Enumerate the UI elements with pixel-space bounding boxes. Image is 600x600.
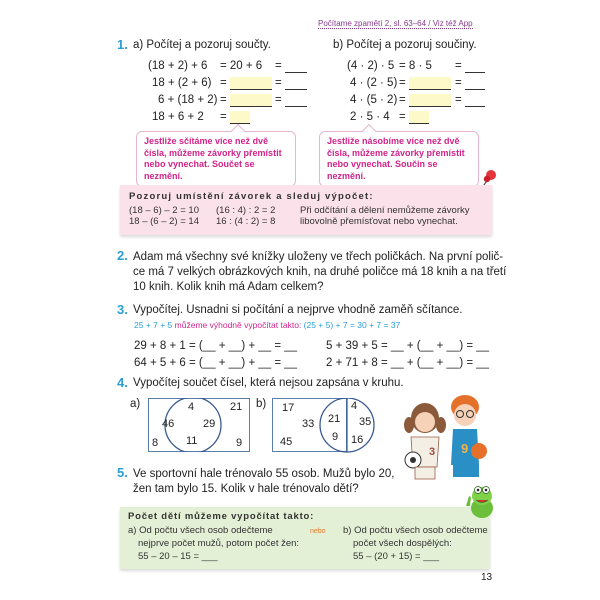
venn-number: 45 xyxy=(280,436,293,448)
box-line: 16 : (4 : 2) = 8 xyxy=(216,216,276,227)
answer-field[interactable] xyxy=(409,77,451,90)
answer-blank[interactable] xyxy=(465,79,485,90)
venn-number: 46 xyxy=(162,418,175,430)
exercise-1b-title: b) Počítej a pozoruj součiny. xyxy=(333,39,477,51)
equation[interactable]: 64 + 5 + 6 = (__ + __) + __ = __ xyxy=(134,357,298,369)
method-b xyxy=(343,524,488,563)
method-line: počet všech dospělých: xyxy=(353,538,452,549)
frog-mascot-icon xyxy=(460,482,500,520)
text-line: Ve sportovní hale trénovalo 55 osob. Mužů bylo 20, xyxy=(133,468,395,480)
exercise-2-number: 2. xyxy=(117,248,128,263)
answer-field[interactable] xyxy=(409,111,429,124)
sum-rule-note: Jestliže sčítáme více než dvě čísla, můžeme závorky přemístit nebo vynechat. Součet se nezmění. xyxy=(136,131,296,187)
venn-number: 8 xyxy=(152,437,159,449)
answer-blank[interactable] xyxy=(465,62,485,73)
exercise-3-right xyxy=(326,338,489,372)
expr: (4 · 2) · 5 xyxy=(347,60,395,72)
expr: 2 · 5 · 4 xyxy=(350,111,390,123)
mid: = xyxy=(220,77,227,89)
end: = xyxy=(275,60,282,72)
end: = xyxy=(275,77,282,89)
method-line[interactable]: 55 – 20 – 15 = ___ xyxy=(138,551,218,562)
venn-number: 21 xyxy=(328,413,341,425)
mid: = xyxy=(220,94,227,106)
end: = xyxy=(455,60,462,72)
exercise-1a-title: a) Počítej a pozoruj součty. xyxy=(133,39,271,51)
venn-number: 4 xyxy=(188,401,195,413)
exercise-3-text: Vypočítej. Usnadni si počítání a nejprve vhodně zaměň sčítance. xyxy=(133,304,463,316)
equation[interactable]: 2 + 71 + 8 = __ + (__ + __) = __ xyxy=(326,357,490,369)
mid: = 8 · 5 xyxy=(399,60,432,72)
hint-text: můžeme výhodně vypočítat takto: xyxy=(172,320,304,330)
answer-blank[interactable] xyxy=(285,96,307,107)
text-line: ce má 7 velkých obrázkových knih, na druhé poličce má 18 knih a na třetí xyxy=(133,266,507,278)
product-rule-note: Jestliže násobíme více než dvě čísla, můžeme závorky přemístit nebo vynechat. Součin se nezmění. xyxy=(319,131,479,187)
end: = xyxy=(455,94,462,106)
box-col1 xyxy=(129,205,199,227)
mid: = xyxy=(399,77,406,89)
method-a xyxy=(128,524,299,563)
hint-result: (25 + 5) + 7 = 30 + 7 = 37 xyxy=(303,320,401,330)
parentheses-box xyxy=(120,185,492,235)
svg-text:9: 9 xyxy=(461,441,469,456)
method-line: a) Od počtu všech osob odečteme xyxy=(128,525,273,536)
venn-b-label: b) xyxy=(256,398,267,410)
mid: = xyxy=(220,111,227,123)
venn-number: 11 xyxy=(186,435,198,447)
exercise-5-text xyxy=(133,467,394,497)
venn-number: 21 xyxy=(230,401,243,413)
mid: = xyxy=(399,111,406,123)
venn-number: 16 xyxy=(351,434,364,446)
end: = xyxy=(275,94,282,106)
exercise-1b-rows xyxy=(347,60,507,128)
answer-blank[interactable] xyxy=(465,96,485,107)
venn-number: 9 xyxy=(332,431,339,443)
method-line: nejprve počet mužů, potom počet žen: xyxy=(138,538,300,549)
exercise-4-number: 4. xyxy=(117,375,128,390)
expr: (18 + 2) + 6 xyxy=(148,60,208,72)
hint-expression: 25 + 7 + 5 xyxy=(134,320,173,330)
venn-number: 35 xyxy=(359,416,372,428)
answer-field[interactable] xyxy=(409,94,451,107)
end: = xyxy=(455,77,462,89)
exercise-3-hint xyxy=(134,320,400,330)
text-line: 10 knih. Kolik knih má Adam celkem? xyxy=(133,281,324,293)
exercise-4-text: Vypočítej součet čísel, která nejsou zapsána v kruhu. xyxy=(133,377,404,389)
venn-number: 33 xyxy=(302,418,315,430)
exercise-3-left xyxy=(134,338,297,372)
box-line: libovolně přemísťovat nebo vynechat. xyxy=(300,216,458,227)
expr: 4 · (2 · 5) xyxy=(350,77,398,89)
box-title: Počet dětí můžeme vypočítat takto: xyxy=(128,511,315,522)
expr: 18 + 6 + 2 xyxy=(152,111,204,123)
exercise-2-text xyxy=(133,250,506,295)
text-line: žen tam bylo 15. Kolik v hale trénovalo dětí? xyxy=(133,483,359,495)
answer-field[interactable] xyxy=(230,77,272,90)
text-line: Adam má všechny své knížky uloženy ve třech poličkách. Na první polič- xyxy=(133,251,504,263)
venn-number: 17 xyxy=(282,402,295,414)
answer-field[interactable] xyxy=(230,111,250,124)
box-line: 18 – (6 – 2) = 14 xyxy=(129,216,199,227)
venn-diagram-a xyxy=(148,398,250,452)
answer-blank[interactable] xyxy=(285,79,307,90)
children-illustration xyxy=(395,385,495,485)
expr: 18 + (2 + 6) xyxy=(152,77,212,89)
children-count-box xyxy=(120,507,490,569)
box-col2 xyxy=(216,205,275,227)
method-line[interactable]: 55 – (20 + 15) = ___ xyxy=(353,551,440,562)
reference-link[interactable]: Počítame zpamětí 2, sl. 63–64 / Viz též App xyxy=(318,19,473,28)
page-number: 13 xyxy=(481,572,493,583)
answer-field[interactable] xyxy=(230,94,272,107)
box-col3 xyxy=(300,205,470,227)
expr: 6 + (18 + 2) xyxy=(158,94,218,106)
mid: = xyxy=(399,94,406,106)
equation[interactable]: 5 + 39 + 5 = __ + (__ + __) = __ xyxy=(326,340,490,352)
method-line: b) Od počtu všech osob odečteme xyxy=(343,525,488,536)
venn-number: 9 xyxy=(236,437,243,449)
or-label: nebo xyxy=(310,528,326,535)
answer-blank[interactable] xyxy=(285,62,307,73)
box-line: (18 – 6) – 2 = 10 xyxy=(129,205,199,216)
venn-number: 4 xyxy=(351,400,358,412)
exercise-5-number: 5. xyxy=(117,465,128,480)
box-line: Při odčítání a dělení nemůžeme závorky xyxy=(300,205,470,216)
venn-a-label: a) xyxy=(130,398,141,410)
box-title: Pozoruj umístění závorek a sleduj výpočet: xyxy=(129,191,374,202)
box-line: (16 : 4) : 2 = 2 xyxy=(216,205,276,216)
exercise-1-number: 1. xyxy=(117,37,128,52)
venn-number: 29 xyxy=(203,418,216,430)
expr: 4 · (5 · 2) xyxy=(350,94,398,106)
svg-text:3: 3 xyxy=(429,446,436,458)
exercise-1a-rows xyxy=(148,60,328,128)
exercise-3-number: 3. xyxy=(117,302,128,317)
venn-diagram-b xyxy=(272,398,377,452)
mid: = 20 + 6 xyxy=(220,60,263,72)
equation[interactable]: 29 + 8 + 1 = (__ + __) + __ = __ xyxy=(134,340,298,352)
